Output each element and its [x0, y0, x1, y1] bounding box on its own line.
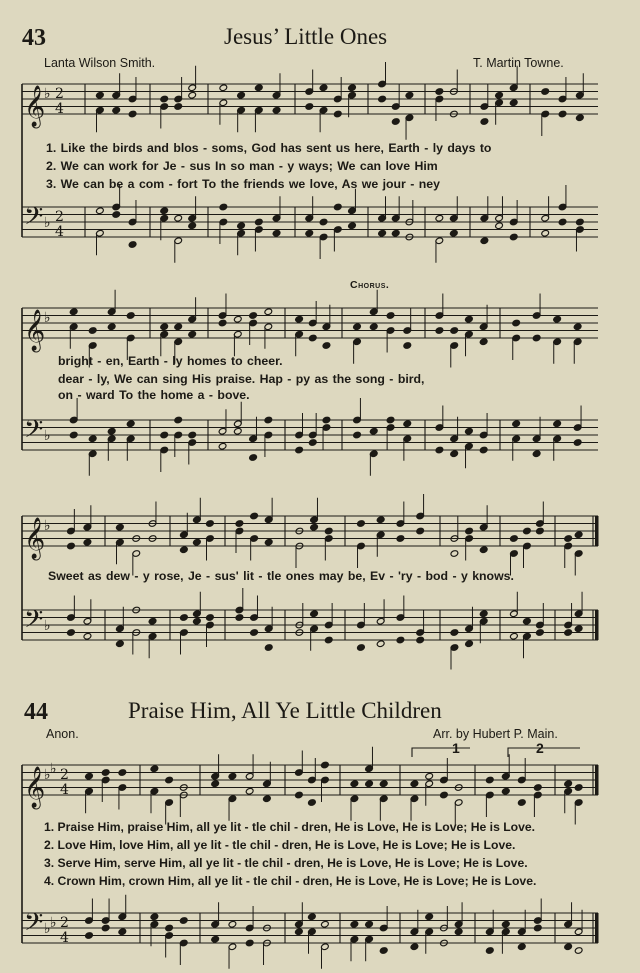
hymn44-verse-4: 4. Crown Him, crown Him, all ye lit - tle chil - dren, He is Love, He is Love; He is Love. — [44, 874, 537, 888]
note-head — [219, 203, 228, 211]
note-head — [425, 913, 434, 921]
note-head — [250, 629, 259, 637]
first-ending-bracket — [412, 748, 470, 757]
note-head — [541, 88, 550, 96]
note-head — [435, 327, 444, 335]
time-signature-top: 2 — [60, 915, 69, 931]
note-head — [558, 218, 567, 226]
note-head — [250, 512, 259, 520]
note-head — [264, 416, 273, 424]
note-head — [126, 312, 135, 320]
note-head — [357, 520, 366, 528]
note-head — [305, 103, 314, 111]
note-head — [510, 535, 519, 543]
note-head — [533, 784, 542, 792]
note-head — [532, 334, 541, 342]
note-head — [396, 535, 405, 543]
verse-2-line-1: 2. We can work for Je - sus In so man - y ways; We can love Him — [46, 159, 438, 173]
flat-sign: ♭ — [44, 428, 51, 444]
note-head — [219, 84, 228, 92]
hymn44-verse-3: 3. Serve Him, serve Him, all ye lit - tle chil - dren, He is Love, He is Love; He is Love. — [44, 856, 528, 870]
flat-sign: ♭ — [44, 518, 51, 534]
note-head — [245, 787, 254, 795]
note-head — [322, 342, 331, 350]
second-ending-mark: 2 — [536, 740, 544, 756]
note-head — [235, 614, 244, 622]
note-head — [324, 636, 333, 644]
chorus-label: Chorus. — [350, 279, 390, 291]
note-head — [128, 110, 137, 118]
note-head — [188, 431, 197, 439]
note-head — [517, 799, 526, 807]
note-head — [150, 765, 159, 773]
note-head — [396, 636, 405, 644]
note-head — [574, 625, 583, 633]
note-head — [150, 913, 159, 921]
note-head — [369, 427, 378, 435]
note-head — [536, 527, 545, 535]
note-head — [228, 920, 237, 928]
note-head — [440, 791, 449, 799]
note-head — [479, 610, 488, 618]
note-head — [88, 435, 97, 443]
note-head — [512, 319, 521, 327]
time-signature-bottom: 4 — [55, 224, 64, 240]
note-head — [218, 319, 227, 327]
note-head — [206, 614, 215, 622]
time-signature-top: 2 — [60, 767, 69, 783]
flat-sign: ♭ — [50, 915, 57, 931]
note-head — [378, 229, 387, 237]
hymn-title-44: Praise Him, All Ye Little Children — [128, 698, 442, 723]
note-head — [264, 538, 273, 546]
note-head — [386, 416, 395, 424]
note-head — [348, 84, 357, 92]
note-head — [450, 327, 459, 335]
note-head — [450, 629, 459, 637]
note-head — [193, 538, 202, 546]
note-head — [264, 644, 273, 652]
note-head — [501, 920, 510, 928]
bass-clef: 𝄢 — [24, 415, 44, 450]
note-head — [379, 947, 388, 955]
note-head — [536, 629, 545, 637]
note-head — [416, 527, 425, 535]
first-ending-mark: 1 — [452, 740, 460, 756]
note-head — [295, 315, 304, 323]
hymn-number: 43 — [22, 25, 46, 51]
note-head — [308, 334, 317, 342]
note-head — [88, 327, 97, 335]
note-head — [553, 420, 562, 428]
second-ending-bracket — [508, 748, 580, 757]
note-head — [295, 928, 304, 936]
verse-1-line-1: 1. Like the birds and blos - soms, God has sent us here, Earth - ly days to — [46, 141, 492, 155]
note-head — [480, 237, 489, 245]
note-head — [564, 780, 573, 788]
note-head — [495, 91, 504, 99]
note-head — [365, 920, 374, 928]
verse-2-line-2: dear - ly, We can sing His praise. Hap - py as the song - bird, — [58, 372, 425, 386]
note-head — [116, 523, 125, 531]
note-head — [188, 330, 197, 338]
verse-1-line-2: bright - en, Earth - ly homes to cheer. — [58, 354, 283, 368]
note-head — [272, 106, 281, 114]
note-head — [479, 546, 488, 554]
note-head — [128, 241, 137, 249]
note-head — [255, 218, 264, 226]
note-head — [450, 550, 459, 558]
note-head — [179, 917, 188, 925]
note-head — [365, 780, 374, 788]
note-head — [234, 315, 243, 323]
note-head — [305, 229, 314, 237]
note-head — [386, 312, 395, 320]
note-head — [376, 640, 385, 648]
final-bar-thick — [595, 610, 599, 640]
note-head — [116, 640, 125, 648]
note-head — [85, 932, 94, 940]
time-signature-top: 2 — [55, 209, 64, 225]
note-head — [218, 442, 227, 450]
note-head — [573, 439, 582, 447]
note-head — [574, 531, 583, 539]
note-head — [435, 88, 444, 96]
note-head — [112, 211, 121, 219]
note-head — [403, 342, 412, 350]
note-head — [425, 772, 434, 780]
note-head — [405, 91, 414, 99]
note-head — [160, 323, 169, 331]
lyricist-credit: Lanta Wilson Smith. — [44, 56, 156, 70]
note-head — [501, 787, 510, 795]
note-head — [321, 920, 330, 928]
note-head — [264, 308, 273, 316]
note-head — [235, 520, 244, 528]
note-head — [310, 610, 319, 618]
note-head — [322, 416, 331, 424]
note-head — [249, 454, 258, 462]
hymn-title: Jesus’ Little Ones — [224, 24, 388, 49]
note-head — [465, 640, 474, 648]
final-bar-thick — [595, 516, 599, 546]
note-head — [101, 924, 110, 932]
note-head — [228, 772, 237, 780]
verse-3-line-1: 3. We can be a com - fort To the friends we love, As we jour - ney — [46, 177, 440, 191]
flat-sign: ♭ — [44, 310, 51, 326]
note-head — [376, 516, 385, 524]
note-head — [180, 546, 189, 554]
note-head — [96, 91, 105, 99]
time-signature-top: 2 — [55, 86, 64, 102]
note-head — [333, 110, 342, 118]
note-head — [410, 780, 419, 788]
note-head — [96, 207, 105, 215]
note-head — [188, 222, 197, 230]
note-head — [237, 222, 246, 230]
note-head — [541, 229, 550, 237]
note-head — [174, 214, 183, 222]
note-head — [564, 629, 573, 637]
time-signature-bottom: 4 — [55, 101, 64, 117]
note-head — [450, 450, 459, 458]
note-head — [435, 446, 444, 454]
note-head — [234, 427, 243, 435]
note-head — [160, 207, 169, 215]
note-head — [523, 617, 532, 625]
note-head — [308, 799, 317, 807]
refrain-line: Sweet as dew - y rose, Je - sus' lit - tle ones may be, Ev - 'ry - bod - y knows. — [48, 569, 514, 583]
treble-clef: 𝄞 — [24, 518, 46, 559]
note-head — [308, 439, 317, 447]
note-head — [391, 118, 400, 126]
arranger-credit-44: Arr. by Hubert P. Main. — [433, 727, 558, 741]
lyricist-credit-44: Anon. — [46, 727, 79, 741]
final-bar-thick — [595, 913, 599, 943]
note-head — [272, 229, 281, 237]
note-head — [391, 229, 400, 237]
note-head — [126, 420, 135, 428]
note-head — [353, 323, 362, 331]
treble-clef: 𝄞 — [24, 310, 46, 351]
note-head — [211, 935, 220, 943]
note-head — [512, 420, 521, 428]
hymn44-verse-1: 1. Praise Him, praise Him, all ye lit - tle chil - dren, He is Love, He is Love; He is Love. — [44, 820, 536, 834]
note-head — [379, 780, 388, 788]
note-head — [321, 761, 330, 769]
note-head — [450, 229, 459, 237]
bass-clef: 𝄢 — [24, 202, 44, 237]
note-head — [465, 527, 474, 535]
treble-clef: 𝄞 — [24, 86, 46, 127]
note-head — [574, 947, 583, 955]
note-head — [118, 928, 127, 936]
flat-sign: ♭ — [44, 767, 51, 783]
bass-clef: 𝄢 — [24, 605, 44, 640]
note-head — [485, 776, 494, 784]
note-head — [174, 323, 183, 331]
note-head — [465, 427, 474, 435]
note-head — [319, 84, 328, 92]
note-head — [480, 118, 489, 126]
note-head — [165, 776, 174, 784]
composer-credit: T. Martin Towne. — [473, 56, 564, 70]
note-head — [333, 203, 342, 211]
note-head — [523, 527, 532, 535]
note-head — [378, 95, 387, 103]
note-head — [410, 943, 419, 951]
note-head — [67, 629, 76, 637]
note-head — [118, 769, 127, 777]
note-head — [83, 632, 92, 640]
note-head — [403, 420, 412, 428]
note-head — [263, 795, 272, 803]
bass-clef: 𝄢 — [24, 908, 44, 943]
note-head — [576, 218, 585, 226]
note-head — [69, 308, 78, 316]
note-head — [532, 450, 541, 458]
note-head — [237, 91, 246, 99]
flat-sign: ♭ — [44, 618, 51, 634]
note-head — [206, 520, 215, 528]
note-head — [509, 233, 518, 241]
note-head — [435, 214, 444, 222]
note-head — [211, 780, 220, 788]
note-head — [107, 427, 116, 435]
note-head — [348, 222, 357, 230]
note-head — [324, 527, 333, 535]
note-head — [574, 784, 583, 792]
note-head — [188, 91, 197, 99]
note-head — [465, 315, 474, 323]
note-head — [350, 920, 359, 928]
flat-sign: ♭ — [50, 761, 57, 777]
treble-clef: 𝄞 — [24, 767, 46, 808]
note-head — [576, 114, 585, 122]
note-head — [174, 416, 183, 424]
note-head — [310, 523, 319, 531]
note-head — [533, 924, 542, 932]
note-head — [416, 636, 425, 644]
note-head — [165, 924, 174, 932]
note-head — [369, 323, 378, 331]
note-head — [245, 939, 254, 947]
note-head — [180, 614, 189, 622]
note-head — [564, 943, 573, 951]
note-head — [83, 538, 92, 546]
note-head — [85, 772, 94, 780]
flat-sign: ♭ — [44, 921, 51, 937]
hymn-number-44: 44 — [24, 699, 48, 725]
note-head — [319, 218, 328, 226]
flat-sign: ♭ — [44, 86, 51, 102]
note-head — [564, 535, 573, 543]
note-head — [350, 780, 359, 788]
hymn44-verse-2: 2. Love Him, love Him, all ye lit - tle chil - dren, He is Love, He is Love; He is Love. — [44, 838, 516, 852]
note-head — [69, 431, 78, 439]
note-head — [510, 632, 519, 640]
note-head — [308, 913, 317, 921]
note-head — [509, 99, 518, 107]
note-head — [573, 323, 582, 331]
note-head — [148, 617, 157, 625]
time-signature-bottom: 4 — [60, 782, 69, 798]
note-head — [101, 769, 110, 777]
note-head — [112, 106, 121, 114]
note-head — [485, 947, 494, 955]
note-head — [255, 84, 264, 92]
note-head — [357, 644, 366, 652]
final-bar-thick — [595, 765, 599, 795]
verse-3-line-2: on - ward To the home a - bove. — [58, 388, 250, 402]
flat-sign: ♭ — [44, 215, 51, 231]
time-signature-bottom: 4 — [60, 930, 69, 946]
note-head — [353, 431, 362, 439]
note-head — [479, 446, 488, 454]
note-head — [67, 542, 76, 550]
note-head — [193, 617, 202, 625]
note-head — [160, 95, 169, 103]
note-head — [495, 222, 504, 230]
note-head — [553, 315, 562, 323]
note-head — [174, 103, 183, 111]
note-head — [160, 431, 169, 439]
note-head — [295, 446, 304, 454]
note-head — [249, 312, 258, 320]
note-head — [107, 323, 116, 331]
note-head — [479, 338, 488, 346]
note-head — [454, 928, 463, 936]
note-head — [558, 110, 567, 118]
note-head — [517, 943, 526, 951]
note-head — [295, 791, 304, 799]
